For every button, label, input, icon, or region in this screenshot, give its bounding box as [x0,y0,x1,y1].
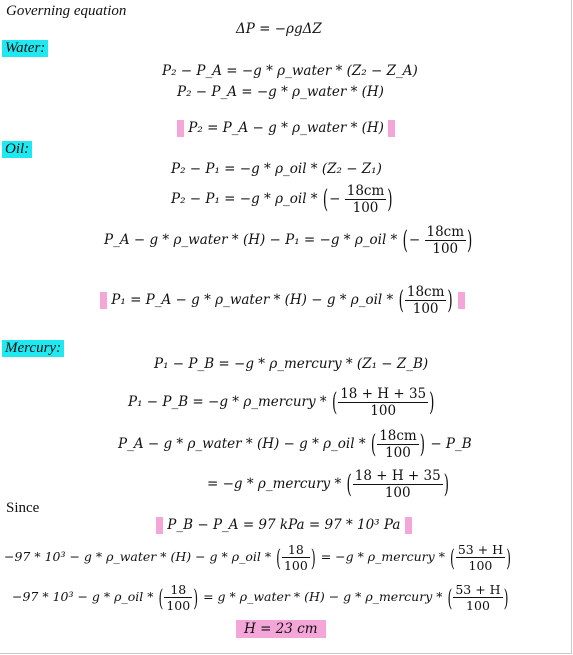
oil-eq-3: P_A − g * ρ_water * (H) − P₁ = −g * ρ_oil * (− $\frac{18cm}{100}$ ) [104,224,473,257]
given-pressure [156,517,412,534]
numerator: 53 + H [457,542,504,557]
fraction [345,183,387,216]
numerator: 18 + H + 35 [354,468,441,484]
mercury-eq-3: P_A − g * ρ_water * (H) − g * ρ_oil * ( $\frac{18cm}{100}$ ) − P_B [118,428,472,461]
fraction [282,542,310,573]
fraction [338,386,428,419]
oil-eq-3-lhs: P_A − g * ρ_water * (H) − P₁ = −g * ρ_oil * [104,232,398,248]
numerator: 18cm [379,428,417,444]
numerator: 18 + H + 35 [340,386,427,402]
numerator: 18cm [406,284,445,300]
numerator: 18 [170,582,187,597]
highlight-marker [405,517,412,534]
mercury-eq-3-lhs: P_A − g * ρ_water * (H) − g * ρ_oil * [118,436,366,452]
numerator: 18cm [346,183,385,199]
denominator: 100 [345,199,387,216]
water-eq-2: P₂ − P_A = −g * ρ_water * (H) [177,84,384,100]
denominator: 100 [377,444,419,461]
highlight-marker [177,120,184,137]
water-result [177,120,395,137]
mercury-eq-2: P₁ − P_B = −g * ρ_mercury * ( $\frac{18 + H + 35}{100}$ ) [128,386,435,419]
water-eq-1: P₂ − P_A = −g * ρ_water * (Z₂ − Z_A) [162,63,418,79]
section-oil-label: Oil: [2,141,32,158]
mercury-eq-4-lhs: = −g * ρ_mercury * [207,476,342,492]
highlight-marker [100,292,107,309]
denominator: 100 [405,300,447,317]
mercury-eq-2-lhs: P₁ − P_B = −g * ρ_mercury * [128,394,327,410]
minus-sign: − [329,191,341,207]
oil-result-lhs: P₁ = P_A − g * ρ_water * (H) − g * ρ_oil * [111,292,394,308]
section-mercury-label: Mercury: [2,340,64,357]
oil-eq-1: P₂ − P₁ = −g * ρ_oil * (Z₂ − Z₁) [171,161,382,177]
fraction [353,468,443,501]
fraction [377,428,419,461]
mercury-eq-1: P₁ − P_B = −g * ρ_mercury * (Z₁ − Z_B) [154,356,429,372]
oil-eq-2: P₂ − P₁ = −g * ρ_oil * (− $\frac{18cm}{100}$ ) [171,183,393,216]
fraction [425,224,467,257]
numerator: 53 + H [455,582,501,597]
denominator: 100 [456,557,505,573]
denominator: 100 [453,597,502,613]
heading: Governing equation [6,3,127,19]
mercury-eq-3-tail: − P_B [430,436,472,452]
since-eq-3: −97 * 10³ − g * ρ_oil * ( $\frac{18}{100}$ ) = g * ρ_water * (H) − g * ρ_mercury * ( $\frac{53 + H}{100}$ ) [12,582,509,613]
governing-equation: ΔP = −ρgΔZ [236,21,322,37]
since-eq-2-lhs: −97 * 10³ − g * ρ_water * (H) − g * ρ_oil * [4,549,272,564]
final-answer: H = 23 cm [236,620,326,638]
fraction [456,542,505,573]
since-eq-2-mid: = −g * ρ_mercury * [320,549,445,564]
denominator: 100 [353,484,443,501]
mercury-eq-4: = −g * ρ_mercury * ( $\frac{18 + H + 35}{100}$ ) [207,468,449,501]
section-water-label: Water: [2,40,48,57]
given-pressure-text: P_B − P_A = 97 kPa = 97 * 10³ Pa [167,517,401,533]
fraction [453,582,502,613]
highlight-marker [458,292,465,309]
highlight-marker [156,517,163,534]
denominator: 100 [338,402,428,419]
fraction [164,582,192,613]
highlight-marker [388,120,395,137]
since-eq-3-lhs: −97 * 10³ − g * ρ_oil * [12,589,154,604]
denominator: 100 [425,240,467,257]
minus-sign: − [408,232,421,248]
denominator: 100 [283,558,308,573]
oil-eq-2-lhs: P₂ − P₁ = −g * ρ_oil * [171,191,318,207]
denominator: 100 [166,598,191,613]
water-result-text: P₂ = P_A − g * ρ_water * (H) [188,120,384,136]
since-eq-2: −97 * 10³ − g * ρ_water * (H) − g * ρ_oil * ( $\frac{18}{100}$ ) = −g * ρ_mercury * ( $\frac{53 + H}{100}$ ) [4,542,511,573]
numerator: 18 [287,542,304,557]
fraction [405,284,447,317]
section-since-label: Since [6,500,40,516]
numerator: 18cm [426,224,465,240]
oil-result: P₁ = P_A − g * ρ_water * (H) − g * ρ_oil * ( $\frac{18cm}{100}$ ) [100,284,465,317]
since-eq-3-mid: = g * ρ_water * (H) − g * ρ_mercury * [203,589,443,604]
